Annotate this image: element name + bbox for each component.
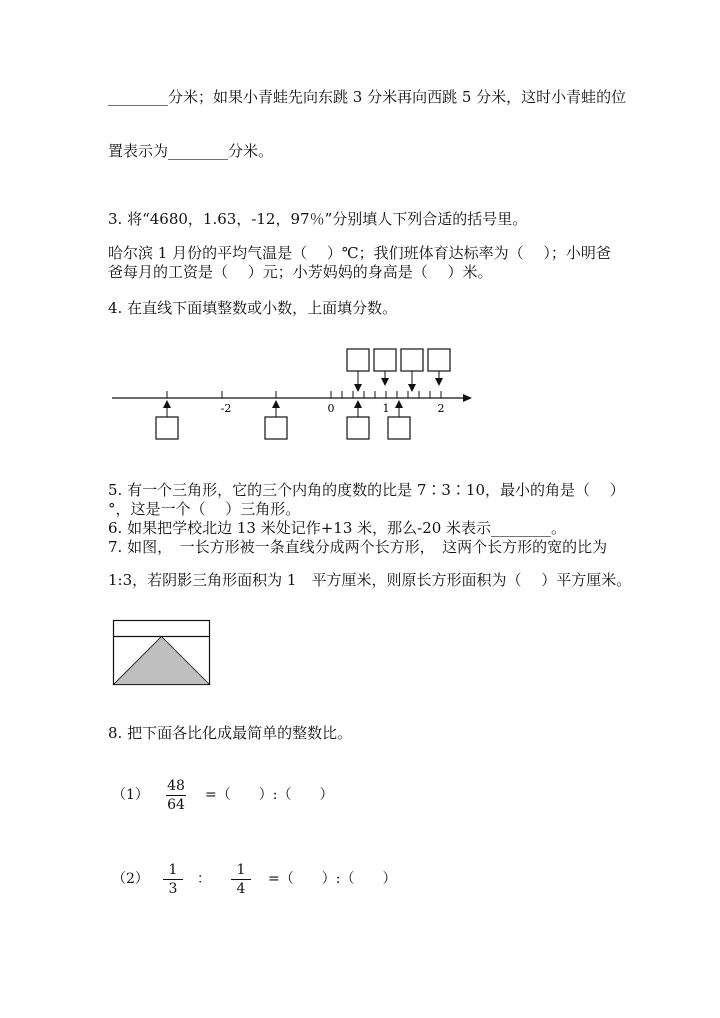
- q8-item1-fraction: [164, 778, 188, 813]
- tick-label: 2: [437, 402, 445, 415]
- arrow-down: [354, 384, 362, 392]
- q8-item2-fraction-1: [161, 862, 185, 897]
- answer-box-bottom: [388, 417, 410, 439]
- arrow-up: [354, 400, 362, 408]
- fraction-denominator: 4: [236, 881, 246, 897]
- tick-label: 1: [382, 402, 390, 415]
- tick-label: 0: [327, 402, 335, 415]
- q8-item2-fraction-2: [229, 862, 253, 897]
- answer-box-bottom: [156, 417, 178, 439]
- q8-item1-answer: =（ ）:（ ）: [205, 787, 334, 803]
- q5-line2: °，这是一个（ ）三角形。: [108, 500, 301, 518]
- arrow-down: [408, 384, 416, 392]
- fraction-denominator: 3: [168, 881, 178, 897]
- arrow-down: [435, 378, 443, 386]
- q4-prompt: 4. 在直线下面填整数或小数，上面填分数。: [108, 299, 398, 317]
- fraction-denominator: 64: [167, 797, 185, 813]
- fraction-numerator: 48: [167, 778, 185, 794]
- q3-line1: 哈尔滨 1 月份的平均气温是（ ）℃；我们班体育达标率为（ ）；小明爸: [108, 244, 611, 262]
- tick-label: -2: [220, 402, 232, 415]
- q6-text: 6. 如果把学校北边 13 米处记作+13 米，那么-20 米表示________。: [108, 519, 567, 537]
- q5-line1: 5. 有一个三角形，它的三个内角的度数的比是 7∶3∶10，最小的角是（ ）: [108, 481, 625, 499]
- q8-item2-separator: ：: [197, 871, 211, 887]
- q8-item2-answer: =（ ）:（ ）: [268, 871, 397, 887]
- q8-item2-label: （2）: [112, 871, 149, 887]
- q2-line1: ________分米；如果小青蛙先向东跳 3 分米再向西跳 5 分米，这时小青蛙的位: [108, 88, 627, 106]
- rectangle-figure: [108, 616, 228, 698]
- arrow-down: [381, 378, 389, 386]
- q7-line2: 1:3，若阴影三角形面积为 1 平方厘米，则原长方形面积为（ ）平方厘米。: [108, 571, 632, 589]
- answer-box-top: [347, 349, 369, 371]
- number-line-figure: [0, 340, 720, 450]
- answer-box-top: [374, 349, 396, 371]
- q8-item1-label: （1）: [112, 787, 149, 803]
- q2-line2: 置表示为________分米。: [108, 142, 274, 160]
- q7-line1: 7. 如图， 一长方形被一条直线分成两个长方形， 这两个长方形的宽的比为: [108, 538, 608, 556]
- q3-line2: 爸每月的工资是（ ）元；小芳妈妈的身高是（ ）米。: [108, 263, 493, 281]
- q8-prompt: 8. 把下面各比化成最简单的整数比。: [108, 724, 353, 742]
- arrow-up: [395, 400, 403, 408]
- arrow-up: [272, 400, 280, 408]
- answer-box-top: [428, 349, 450, 371]
- answer-box-bottom: [347, 417, 369, 439]
- answer-box-bottom: [265, 417, 287, 439]
- fraction-numerator: 1: [168, 862, 178, 878]
- q3-prompt: 3. 将“4680，1.63，-12，97％”分别填人下列合适的括号里。: [108, 210, 528, 228]
- answer-box-top: [401, 349, 423, 371]
- number-line-arrowhead: [463, 394, 472, 402]
- arrow-up: [163, 400, 171, 408]
- fraction-numerator: 1: [236, 862, 246, 878]
